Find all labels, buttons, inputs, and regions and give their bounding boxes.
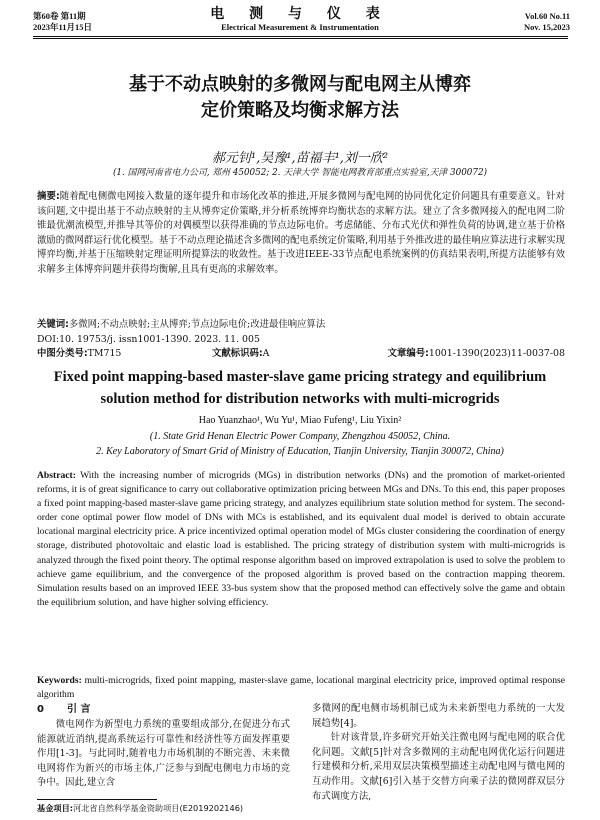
affiliation-en-1: (1. State Grid Henan Electric Power Company, Zhengzhou 450052, China. [149,431,451,442]
title-en-line2: solution method for distribution networks with multi-microgrids [100,391,500,407]
keywords-en [37,674,565,702]
section-number: 0 [37,704,44,715]
abstract-en-label: Abstract: [37,470,76,481]
keywords-cn-label: 关键词: [37,319,69,330]
doi: DOI:10. 19753/j. issn1001-1390. 2023. 11. 005 [37,334,260,345]
class-no-value: TM715 [87,348,122,359]
header-rule-bottom [33,38,568,39]
footnote-rule [37,799,157,800]
section-heading [37,702,290,718]
journal-name-cn: 电 测 与 仪 表 [210,6,390,22]
keywords-cn-text: 多微网;不动点映射;主从博弈;节点边际电价;改进最佳响应算法 [68,319,326,330]
title-en [0,366,600,410]
section-title: 引 言 [67,704,91,715]
issue-date-en: Nov. 15,2023 [523,22,570,32]
article-no-label: 文章编号: [387,348,429,359]
intro-paragraph-right-2: 针对该背景,许多研究开始关注微电网与配电网的联合优化问题。文献[5]针对含多微网的主动配电网优化运行问题进行建模和分析,采用双层决策模型描述主动配电网与微电网的互动作用。文献[6]引入基于交替方向乘子法的微网群双层分布式调度方法, [312,732,565,802]
doc-code-value: A [262,348,270,359]
affiliations-cn: (1. 国网河南省电力公司, 郑州 450052; 2. 天津大学 智能电网教育部重点实验室,天津 300072) [112,168,488,178]
volume-issue-en: Vol.60 No.11 [524,11,570,21]
intro-paragraph-left: 微电网作为新型电力系统的重要组成部分,在促进分布式能源就近消纳,提高系统运行可靠性和经济性等方面发挥重要作用[1-3]。与此同时,随着电力市场机制的不断完善、未来微电网将作为新兴的市场主体,广泛参与到配电侧电力市场的竞争中。因此,建立含 [37,719,290,789]
authors-cn: 郝元钊¹,吴豫¹,苗福丰¹,刘一欣² [211,151,389,166]
title-cn-line1: 基于不动点映射的多微网与配电网主从博弈 [129,74,471,95]
intro-paragraph-right-1: 多微网的配电侧市场机制已成为未来新型电力系统的一大发展趋势[4]。 [312,703,565,729]
volume-issue: 第60卷 第11期 [33,11,86,21]
funding-text: 河北省自然科学基金资助项目(E2019202146) [73,803,244,813]
title-cn-line2: 定价策略及均衡求解方法 [201,100,399,121]
abstract-cn [37,190,565,278]
header-center [0,6,600,33]
title-cn [0,72,600,124]
affiliation-en-2: 2. Key Laboratory of Smart Grid of Ministry of Education, Tianjin University, Tianjin 300072, China) [96,446,504,457]
keywords-en-text: multi-microgrids, fixed point mapping, master-slave game, locational marginal electricity price, improved optimal response algorithm [37,675,565,701]
abstract-cn-text: 随着配电侧微电网接入数量的逐年提升和市场化改革的推进,开展多微网与配电网的协同优化定价问题具有重要意义。针对该问题,文中提出基于不动点映射的主从博弈定价策略,并分析系统博弈均衡状态的求解方法。建立了含多微网接入的配电网二阶锥最优潮流模型,并推导其等价的对偶模型以获得准确的节点边际电价。考虑储能、分布式光伏和弹性负荷的协调,建立基于价格激励的微网群运行优化模型。基于不动点理论描述含多微网的配电系统定价策略,利用基于外推改进的最佳响应算法进行求解实现博弈均衡,并基于压缩映射定理证明所提算法的收敛性。基于改进IEEE-33节点配电系统案例的仿真结果表明,所提方法能够有效求解多主体博弈问题并获得均衡解,且具有更高的求解效率。 [37,191,565,275]
title-en-line1: Fixed point mapping-based master-slave game pricing strategy and equilibrium [53,369,547,385]
keywords-en-label: Keywords: [37,675,82,686]
funding-label: 基金项目: [37,803,74,813]
keywords-cn [37,318,565,332]
authors-en: Hao Yuanzhao¹, Wu Yu¹, Miao Fufeng¹, Liu Yixin² [198,415,402,426]
journal-name-en: Electrical Measurement & Instrumentation [221,22,379,32]
article-no-value: 1001-1390(2023)11-0037-08 [428,348,565,359]
header-rule-top [33,36,568,37]
funding-note [37,803,243,814]
issue-date: 2023年11月15日 [33,22,93,32]
column-left [37,702,290,791]
column-right [312,702,565,804]
abstract-en-text: With the increasing number of microgrids (MGs) in distribution networks (DNs) and the promotion of market-oriented reforms, it is of great significance to carry out collaborative optimization pricing between MGs and DNs. To this end, this paper proposes a fixed point mapping-based master-slave game pricing strategy, and analyzes equilibrium state solution method for system. The second-order cone optimal power flow model of DNs with MCs is established, and its equivalent dual model is derived to obtain accurate locational marginal electricity price. A price incentivized optimal operation model of MGs cluster considering the coordination of energy storage, distributed photovoltaic and elastic load is established. The pricing strategy of distribution system with multi-microgrids is analyzed through the fixed point theory. The optimal response algorithm based on improved extrapolation is used to solve the problem to achieve game equilibrium, and the convergence of the proposed algorithm is proved based on the contraction mapping theorem. Simulation results based on an improved IEEE 33-bus system show that the proposed method can effectively solve the game and obtain the equilibrium solution, and have higher solving efficiency. [37,470,565,608]
doc-code-label: 文献标识码: [212,348,263,359]
abstract-cn-label: 摘要: [37,191,60,202]
class-no-label: 中图分类号: [37,348,88,359]
abstract-en [37,469,565,610]
header-right [524,11,570,33]
